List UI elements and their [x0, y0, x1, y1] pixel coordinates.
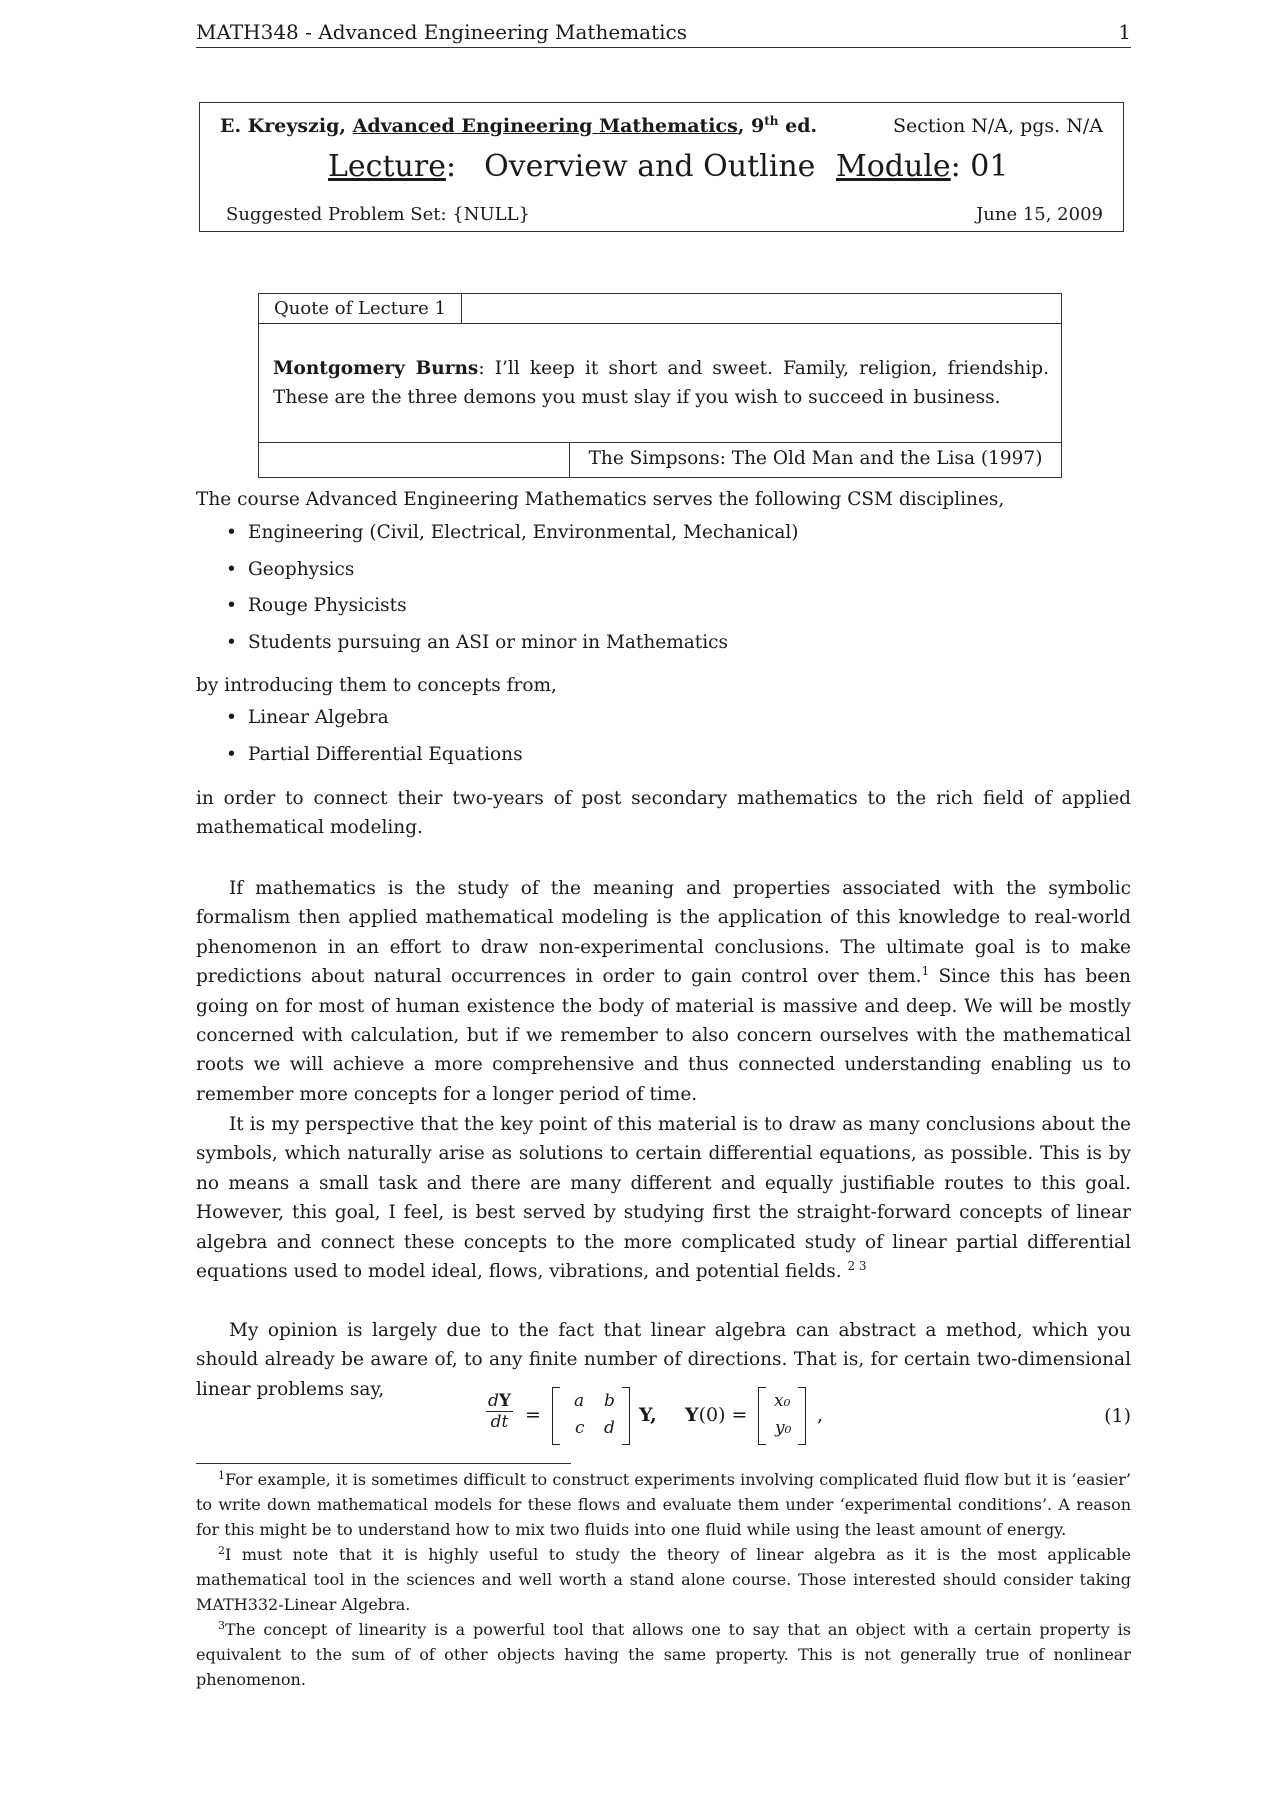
vector-right-bracket: [798, 1387, 806, 1445]
footnote-mark: 2: [218, 1544, 225, 1557]
connect-block: [196, 784, 1131, 843]
paragraph-1: [196, 874, 1131, 1109]
footnote-1: [196, 1467, 1131, 1542]
Y0-rest: (0) =: [698, 1404, 748, 1426]
lecture-date: June 15, 2009: [976, 204, 1103, 225]
vector-left-bracket: [758, 1387, 766, 1445]
intro-paragraph: The course Advanced Engineering Mathematics serves the following CSM disciplines,: [196, 489, 1005, 510]
vector-y0: y₀: [775, 1418, 792, 1438]
paragraph-2-text: It is my perspective that the key point of this material is to draw as many conclusions about the symbols, which naturally arise as solutions to certain differential equations, as possible. This is by no means a small task and there are many different and equally justifiable routes to this goal. However, this goal, I feel, is best served by studying first the straight-forward concepts of linear algebra and connect these concepts to the more complicated study of linear partial differential equations used to model ideal, flows, vibrations, and potential fields.: [196, 1114, 1131, 1283]
matrix-c: c: [575, 1418, 585, 1438]
quote-source: The Simpsons: The Old Man and the Lisa (1997): [569, 442, 1061, 477]
list-item: • Geophysics: [196, 552, 1131, 589]
page-number: 1: [1118, 20, 1131, 44]
quote-text: [273, 354, 1049, 412]
edition-suffix: ed.: [778, 115, 818, 137]
equation-1: [196, 1385, 1131, 1451]
matrix-right-bracket: [622, 1387, 630, 1445]
equals-sign: =: [525, 1404, 541, 1426]
footnote-mark: 3: [218, 1619, 225, 1632]
list-item: • Linear Algebra: [196, 700, 1131, 737]
intro-block: [196, 485, 1131, 661]
list-item: • Engineering (Civil, Electrical, Environmental, Mechanical): [196, 515, 1131, 552]
footnote-ref-1: 1: [921, 964, 930, 979]
footnote-mark: 1: [218, 1469, 225, 1482]
paragraph-3-text: My opinion is largely due to the fact that linear algebra can abstract a method, which you should already be aware of, to any finite number of directions. That is, for certain two-dimensional linear problems say,: [196, 1320, 1131, 1400]
vector-x0: x₀: [774, 1391, 791, 1411]
footnote-3: [196, 1617, 1131, 1692]
list-item: • Students pursuing an ASI or minor in Mathematics: [196, 625, 1131, 662]
textbook-citation: [220, 115, 817, 137]
paragraph-2: [196, 1110, 1131, 1286]
concepts-intro: by introducing them to concepts from,: [196, 675, 557, 696]
module-label: Module: [836, 149, 951, 184]
initial-condition-lhs: [685, 1404, 747, 1426]
paragraph-1-text-b: Since this has been going on for most of human existence the body of material is massive and deep. We will be mostly concerned with calculation, but if we remember to also concern ourselves with the mathematical roots we will achieve a more comprehensive and thus connected understanding enabling us to remember more concepts for a longer period of time.: [196, 966, 1131, 1105]
footnote-ref-2-3: 2 3: [847, 1259, 867, 1274]
paragraph-1-text-a: If mathematics is the study of the meaning and properties associated with the symbolic formalism then applied mathematical modeling is the application of this knowledge to real-world phenomenon in an effort to draw non-experimental conclusions. The ultimate goal is to make predictions about natural occurrences in order to gain control over them.: [196, 878, 1131, 988]
quote-body: : I’ll keep it short and sweet. Family, religion, friendship. These are the three demons you must slay if you wish to succeed in business.: [273, 358, 1049, 408]
Y-comma: Y,: [639, 1404, 657, 1426]
disciplines-list: [196, 515, 1131, 661]
footnote-text: For example, it is sometimes difficult to construct experiments involving complicated fluid flow but it is ‘easier’ to write down mathematical models for these flows and evaluate them under ‘experimental conditions’. A reason for this might be to understand how to mix two fluids into one fluid while using the least amount of energy.: [196, 1470, 1131, 1539]
edition-number: , 9: [737, 115, 765, 137]
derivative-fraction: [486, 1391, 513, 1432]
course-title: MATH348 - Advanced Engineering Mathematics: [196, 20, 687, 44]
concepts-list: [196, 700, 1131, 773]
running-header: [196, 20, 1131, 48]
connect-paragraph: in order to connect their two-years of post secondary mathematics to the rich field of applied mathematical modeling.: [196, 788, 1131, 839]
footnote-text: I must note that it is highly useful to study the theory of linear algebra as it is the most applicable mathematical tool in the sciences and well worth a stand alone course. Those interested should consider taking MATH332-Linear Algebra.: [196, 1545, 1131, 1614]
quote-box: [258, 293, 1062, 478]
footnote-rule: [196, 1463, 571, 1464]
footnote-2: [196, 1542, 1131, 1617]
Y0-symbol: Y: [685, 1404, 699, 1426]
footnote-text: The concept of linearity is a powerful tool that allows one to say that an object with a certain property is equivalent to the sum of of other objects having the same property. This is not generally true of nonlinear phenomenon.: [196, 1620, 1131, 1689]
document-page: [196, 0, 1131, 1811]
section-pages: Section N/A, pgs. N/A: [892, 115, 1103, 137]
quote-title: Quote of Lecture 1: [259, 294, 462, 324]
module-heading: [836, 149, 1008, 184]
edition-suffix-sup: th: [764, 114, 779, 128]
matrix-left-bracket: [552, 1387, 560, 1445]
author: E. Kreyszig,: [220, 115, 346, 137]
problem-set: Suggested Problem Set: {NULL}: [226, 204, 530, 225]
numerator-d: d: [488, 1391, 499, 1411]
concepts-block: [196, 671, 1131, 773]
book-title: Advanced Engineering Mathematics: [352, 115, 738, 137]
quote-top-rule: [462, 323, 1061, 324]
matrix-a: a: [574, 1391, 585, 1411]
matrix-b: b: [604, 1391, 615, 1411]
denominator: dt: [490, 1412, 509, 1432]
lecture-label: Lecture: [328, 149, 446, 184]
lecture-heading: [328, 149, 815, 184]
list-item: • Rouge Physicists: [196, 588, 1131, 625]
module-value: : 01: [950, 149, 1009, 184]
matrix-d: d: [604, 1418, 615, 1438]
list-item: • Partial Differential Equations: [196, 737, 1131, 774]
numerator-Y: Y: [498, 1391, 512, 1411]
trailing-comma: ,: [817, 1404, 824, 1426]
lecture-title: Overview and Outline: [484, 149, 816, 184]
lecture-info-box: [199, 102, 1124, 232]
equation-number: (1): [1104, 1405, 1131, 1427]
lecture-colon: :: [445, 149, 457, 184]
footnotes: [196, 1467, 1131, 1692]
quote-speaker: Montgomery Burns: [273, 358, 479, 379]
